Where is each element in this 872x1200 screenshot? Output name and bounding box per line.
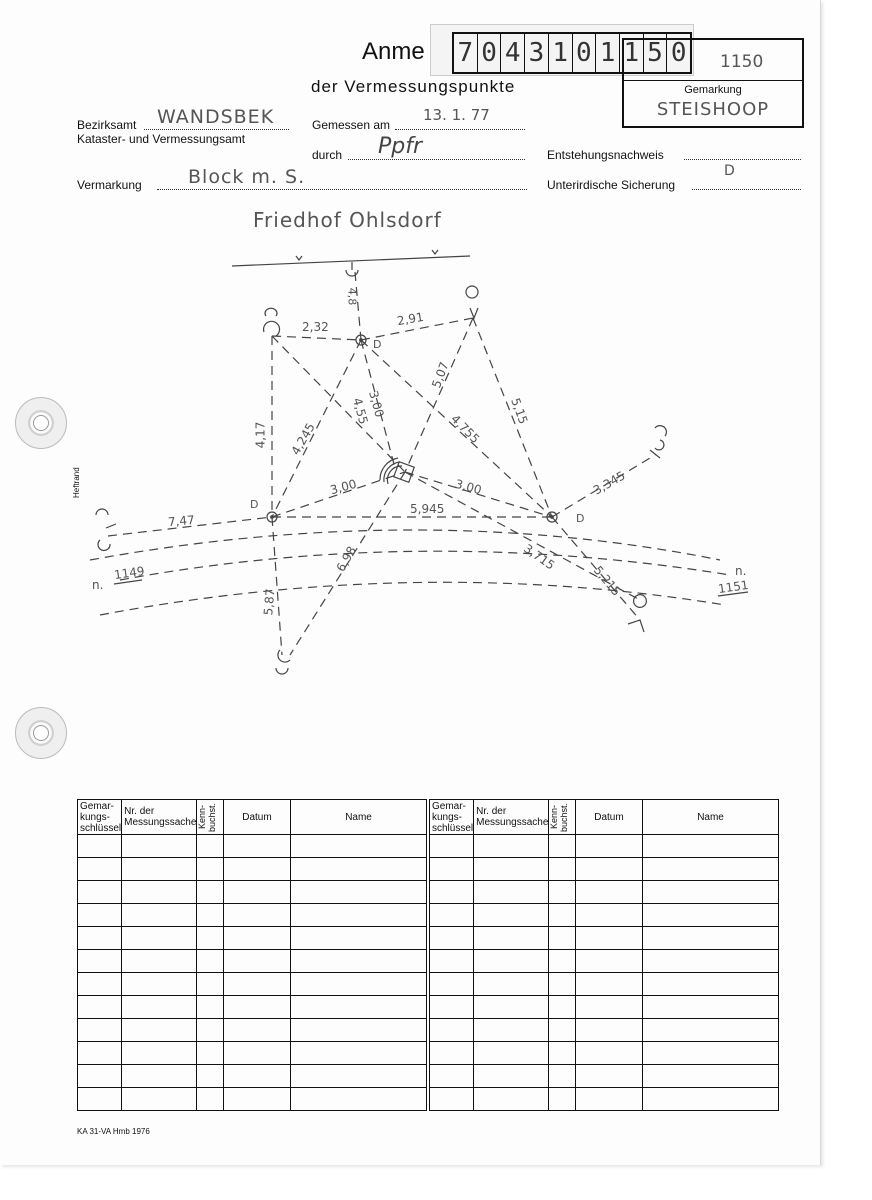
table-cell [122, 996, 197, 1019]
table-cell [549, 1088, 575, 1111]
record-table-right [429, 799, 779, 1111]
table-cell [549, 1042, 575, 1065]
table-cell [78, 927, 122, 950]
table-cell [643, 927, 779, 950]
table-cell [291, 996, 427, 1019]
col-nr: Nr. der Messungssache [122, 800, 197, 835]
table-row [430, 1088, 779, 1111]
point-number-value: 1150 [720, 52, 764, 72]
number-digit: 1 [549, 34, 573, 72]
measure-5-15: 5,15 [508, 396, 531, 426]
table-cell [549, 973, 575, 996]
table-cell [575, 950, 642, 973]
table-cell [223, 996, 290, 1019]
table-cell [474, 950, 549, 973]
form-code: KA 31-VA Hmb 1976 [77, 1127, 150, 1136]
col-datum: Datum [223, 800, 290, 835]
number-digit: 5 [644, 34, 668, 72]
ref-right-prefix: n. [735, 564, 747, 578]
table-cell [78, 858, 122, 881]
table-cell [223, 1019, 290, 1042]
gemessen-label: Gemessen am [312, 118, 391, 132]
table-cell [291, 950, 427, 973]
heftrand-label: Heftrand [72, 467, 81, 498]
table-row [430, 881, 779, 904]
table-cell [78, 973, 122, 996]
measure-5-215: 5,215 [590, 563, 624, 599]
measure-4-245: 4,245 [288, 420, 318, 458]
table-cell [197, 1019, 223, 1042]
table-cell [643, 904, 779, 927]
table-row [78, 835, 427, 858]
gemessen-value: 13. 1. 77 [423, 106, 490, 124]
number-digit: 7 [454, 34, 478, 72]
table-cell [223, 1042, 290, 1065]
table-cell [575, 996, 642, 1019]
table-cell [430, 858, 474, 881]
table-cell [643, 1042, 779, 1065]
table-cell [197, 835, 223, 858]
table-cell [291, 881, 427, 904]
table-row [430, 1019, 779, 1042]
page-subtitle: der Vermessungspunkte [311, 77, 516, 96]
measure-4-55: 4,55 [350, 396, 371, 426]
bezirksamt-label: Bezirksamt [77, 118, 137, 132]
table-row [430, 996, 779, 1019]
table-cell [474, 996, 549, 1019]
table-cell [430, 904, 474, 927]
col-schluessel: Gemar-kungs-schlüssel [430, 800, 474, 835]
table-cell [197, 1065, 223, 1088]
table-cell [122, 950, 197, 973]
table-row [78, 927, 427, 950]
durch-label: durch [312, 148, 343, 162]
table-cell [197, 881, 223, 904]
number-digit: 4 [501, 34, 525, 72]
table-row [430, 904, 779, 927]
table-cell [474, 881, 549, 904]
number-digit: 0 [478, 34, 502, 72]
table-cell [291, 1065, 427, 1088]
table-cell [122, 858, 197, 881]
table-cell [474, 835, 549, 858]
number-digit: 1 [620, 34, 644, 72]
punch-hole-bottom [15, 707, 67, 759]
measure-2-32: 2,32 [302, 320, 329, 334]
table-cell [643, 881, 779, 904]
table-cell [474, 973, 549, 996]
table-cell [575, 835, 642, 858]
table-cell [474, 858, 549, 881]
table-cell [291, 973, 427, 996]
col-name: Name [291, 800, 427, 835]
table-cell [78, 1065, 122, 1088]
table-cell [474, 1088, 549, 1111]
table-cell [474, 1019, 549, 1042]
table-row [430, 1065, 779, 1088]
table-cell [430, 1019, 474, 1042]
table-cell [291, 858, 427, 881]
measure-4-755: 4,755 [448, 411, 483, 447]
table-cell [575, 973, 642, 996]
table-cell [78, 904, 122, 927]
line-tr-center [405, 318, 473, 472]
ref-left: 1149 [113, 563, 146, 583]
table-cell [549, 927, 575, 950]
table-cell [643, 1088, 779, 1111]
vermarkung-label: Vermarkung [77, 178, 142, 192]
table-cell [223, 1065, 290, 1088]
entstehung-label: Entstehungsnachweis [547, 148, 664, 162]
table-cell [197, 950, 223, 973]
table-cell [643, 858, 779, 881]
table-cell [291, 1019, 427, 1042]
table-cell [474, 1065, 549, 1088]
col-nr: Nr. der Messungssache [474, 800, 549, 835]
table-row [78, 858, 427, 881]
table-cell [474, 904, 549, 927]
table-cell [575, 927, 642, 950]
number-digit: 3 [525, 34, 549, 72]
table-cell [122, 1019, 197, 1042]
measure-6-98: 6,98 [333, 543, 360, 575]
table-cell [291, 904, 427, 927]
table-cell [430, 1042, 474, 1065]
table-cell [122, 1088, 197, 1111]
table-cell [549, 1065, 575, 1088]
table-cell [549, 996, 575, 1019]
table-cell [78, 1042, 122, 1065]
table-row [78, 1065, 427, 1088]
location-label: Friedhof Ohlsdorf [253, 208, 442, 232]
gemarkung-value: STEISHOOP [656, 99, 770, 120]
kataster-label: Kataster- und Vermessungsamt [77, 132, 246, 146]
table-row [78, 950, 427, 973]
table-cell [575, 1088, 642, 1111]
table-cell [430, 881, 474, 904]
bezirksamt-value: WANDSBEK [157, 106, 275, 128]
table-row [430, 858, 779, 881]
table-row [78, 1088, 427, 1111]
table-cell [78, 950, 122, 973]
table-cell [223, 973, 290, 996]
col-datum: Datum [575, 800, 642, 835]
table-cell [575, 858, 642, 881]
measure-3-00-right: 3,00 [453, 476, 484, 498]
table-cell [430, 973, 474, 996]
table-cell [122, 881, 197, 904]
table-cell [430, 1088, 474, 1111]
table-cell [122, 1042, 197, 1065]
table-cell [549, 835, 575, 858]
ref-left-prefix: n. [92, 578, 104, 592]
tree-symbol-br [628, 595, 646, 632]
table-cell [575, 1019, 642, 1042]
table-cell [474, 927, 549, 950]
tree-symbol-tl [264, 308, 280, 336]
tree-symbol-bottom [276, 650, 290, 674]
table-row [430, 1042, 779, 1065]
table-cell [549, 881, 575, 904]
table-cell [643, 973, 779, 996]
table-row [430, 950, 779, 973]
table-row [78, 904, 427, 927]
table-cell [122, 904, 197, 927]
table-cell [78, 1088, 122, 1111]
table-cell [197, 1088, 223, 1111]
table-cell [291, 835, 427, 858]
table-cell [122, 927, 197, 950]
line-wall-top [355, 272, 361, 340]
table-row [78, 1019, 427, 1042]
unterirdisch-label: Unterirdische Sicherung [547, 178, 676, 192]
measure-2-91: 2,91 [395, 309, 425, 329]
table-cell [197, 996, 223, 1019]
point-label-d3: D [576, 512, 585, 525]
table-cell [549, 904, 575, 927]
unterirdisch-value: D [724, 163, 735, 179]
col-kenn: Kenn-buchst. [549, 800, 575, 835]
table-row [430, 835, 779, 858]
table-cell [223, 1088, 290, 1111]
table-cell [223, 858, 290, 881]
table-cell [122, 973, 197, 996]
table-cell [575, 881, 642, 904]
table-row [430, 973, 779, 996]
table-cell [122, 1065, 197, 1088]
number-digit: 1 [596, 34, 620, 72]
table-cell [430, 927, 474, 950]
table-cell [643, 835, 779, 858]
table-cell [223, 835, 290, 858]
line-tl-top [272, 336, 361, 340]
measure-5-945: 5,945 [410, 502, 445, 516]
table-cell [549, 1019, 575, 1042]
measure-5-07: 5,07 [429, 360, 452, 390]
measure-3-00-left: 3,00 [328, 476, 359, 498]
number-digit: 0 [670, 38, 687, 68]
table-cell [197, 1042, 223, 1065]
measure-4-8: 4,8 [345, 287, 359, 306]
col-schluessel: Gemar-kungs-schlüssel [78, 800, 122, 835]
measure-4-17: 4,17 [253, 421, 268, 449]
table-cell [78, 881, 122, 904]
table-cell [643, 950, 779, 973]
durch-signature: Ppfr [378, 134, 423, 159]
table-cell [549, 950, 575, 973]
table-cell [575, 904, 642, 927]
table-cell [223, 927, 290, 950]
table-cell [291, 1088, 427, 1111]
table-cell [430, 996, 474, 1019]
table-cell [78, 835, 122, 858]
table-cell [643, 996, 779, 1019]
table-cell [197, 904, 223, 927]
table-cell [197, 858, 223, 881]
measure-3-715: 3,715 [521, 541, 558, 573]
table-cell [78, 996, 122, 1019]
table-cell [643, 1065, 779, 1088]
table-cell [197, 973, 223, 996]
number-digit: 0 [573, 34, 597, 72]
col-kenn: Kenn-buchst. [197, 800, 223, 835]
table-row [78, 1042, 427, 1065]
table-row [78, 973, 427, 996]
road-curve-upper [90, 530, 720, 560]
point-label-d1: D [373, 338, 382, 351]
road-curve-middle [120, 551, 730, 580]
measure-5-87: 5,87 [261, 588, 278, 616]
table-cell [197, 927, 223, 950]
tree-symbol-right [650, 426, 666, 458]
table-cell [78, 1019, 122, 1042]
measure-3-00-vert: 3,00 [366, 389, 387, 419]
table-cell [122, 835, 197, 858]
point-label-d2: D [250, 498, 259, 511]
table-cell [291, 1042, 427, 1065]
line-tr-right [473, 318, 552, 517]
table-row [78, 881, 427, 904]
page-title-prefix: Anme [362, 38, 425, 65]
measure-7-47: 7,47 [167, 512, 196, 530]
record-table-left [77, 799, 427, 1111]
tree-symbol-tr [466, 286, 478, 318]
wall-line [232, 256, 470, 266]
table-cell [430, 835, 474, 858]
table-cell [575, 1042, 642, 1065]
table-cell [430, 950, 474, 973]
measure-3-345: 3,345 [590, 468, 628, 498]
table-cell [430, 1065, 474, 1088]
table-cell [643, 1019, 779, 1042]
line-left-bottom [272, 517, 282, 655]
vermarkung-value: Block m. S. [188, 166, 306, 188]
table-cell [575, 1065, 642, 1088]
ref-right: 1151 [717, 577, 750, 597]
col-name: Name [643, 800, 779, 835]
table-cell [223, 950, 290, 973]
table-row [430, 927, 779, 950]
table-cell [291, 927, 427, 950]
table-cell [474, 1042, 549, 1065]
table-cell [223, 904, 290, 927]
table-cell [549, 858, 575, 881]
table-row [78, 996, 427, 1019]
tree-symbol-left [96, 509, 116, 550]
gemarkung-label: Gemarkung [684, 84, 742, 96]
table-cell [223, 881, 290, 904]
